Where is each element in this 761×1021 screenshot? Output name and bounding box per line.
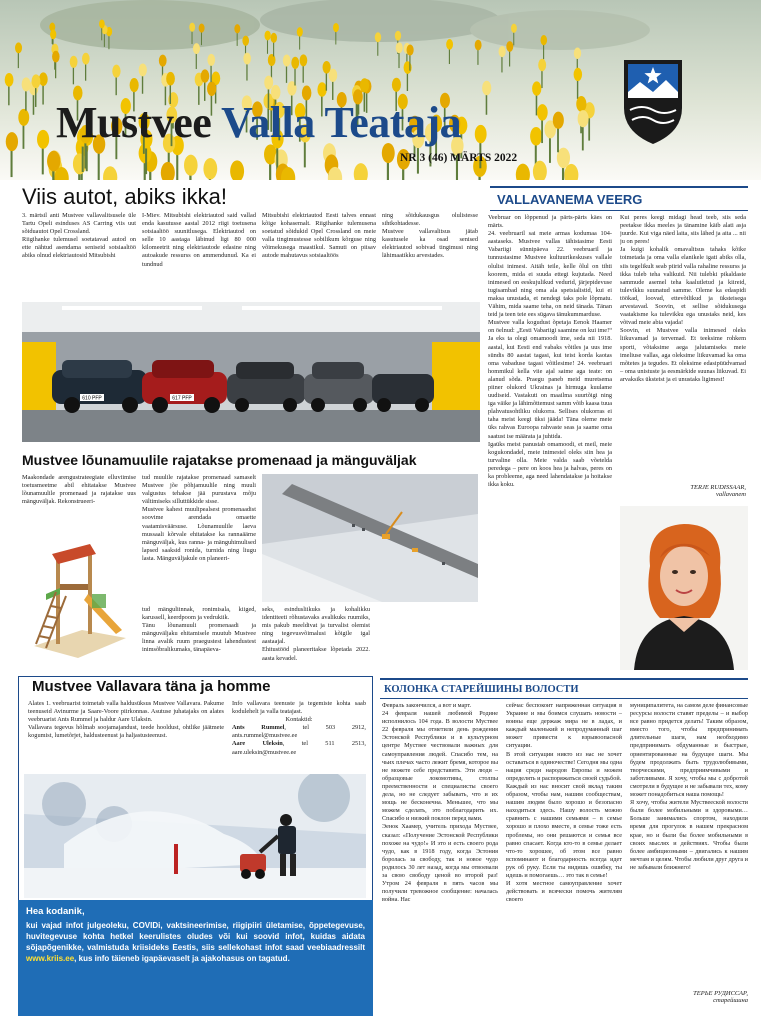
tulip-flower bbox=[52, 51, 60, 63]
tulip-stem bbox=[398, 51, 399, 68]
kolonka-title-rule bbox=[380, 698, 748, 699]
tulip-flower bbox=[264, 76, 273, 90]
tulip-flower bbox=[395, 31, 401, 41]
tulip-stem bbox=[294, 66, 295, 85]
tulip-flower bbox=[475, 40, 482, 51]
tulip-flower bbox=[271, 33, 277, 43]
tulip-stem bbox=[42, 83, 43, 104]
promenade-article-col3: tud mänguliinnak, ronimisala, kiiged, karussell, keerdpoom ja vedrukiik. Tänu lõunamuuli promenaadi ja mänguväljaku ehitamisele muutub Mustvee linna avalik ruum praegustest lahendustest inimsõbralikumaks, tänapäeva- bbox=[142, 606, 256, 654]
tulip-flower bbox=[574, 48, 581, 59]
tulip-stem bbox=[210, 63, 211, 82]
tulip-flower bbox=[283, 55, 291, 67]
tulip-stem bbox=[55, 60, 56, 78]
vallavara-col1: Alates 1. veebruarist toimetab valla haldusüksus Mustvee Vallavara. Pakume teenuseid Avinurme ja Saare-Voore piirkonnas. Asutuse juhatajaks on alates veebruarist Ants Rummel ja haldur Aare Ulaksin. Vallavara tegevus hõlmab soojamajandust, teede hooldust, ohtlike jäätmete kogumist, lumetõrjet, haldusteenust ja haljastusteenust. bbox=[28, 700, 224, 740]
cars-article-col3: Mitsubishi elektriautod Eesti talves ennast kõige kohasemalt. Riigihanke tulemusena soetatud sõidukid Opel Crossland on meie valla tingimustesse sobilikum kõrguse ning võimekusega maastikul. Samuti on piisav autode mahutavus sotsiaaltöös bbox=[262, 212, 376, 260]
veerg-top-rule bbox=[490, 186, 748, 188]
cars-article-col2: I-Miev. Mitsubishi elektriautod said vallad enda kasutusse aastal 2012 riigi toetusena sotsiaaltöö suunitlusega. Elektriautod on selle 10 aastaga läbinud ligi 80 000 kilomeetrit ning elektriautode edasine ning autoakude ressurss on ammendunud. Ka ei tundnud bbox=[142, 212, 256, 268]
tulip-stem bbox=[541, 69, 542, 88]
tulip-stem bbox=[145, 144, 147, 174]
tulip-flower bbox=[15, 42, 22, 53]
tulip-flower bbox=[37, 130, 49, 149]
cars-photo bbox=[22, 302, 480, 442]
kolonka-col1: Февраль закончился, а вот и март. 24 февраля нашей любимой Родине исполнилось 104 года. В волости Муствее 22 февраля мы отметили день рождения Эстонской Республики и в культурном центре Муствее чествовали важных для самоуправления людей. Спасибо тем, на чьих плечах часто лежит бремя, которое вы не можете себе представить. Эти люди – образцовые локомотивы, столпы преемственности и специалисты своего дела, но не следует забывать, что и их мощь не бесконечна. Меньшее, что мы можем сделать, это поблагодарить их. Спасибо и низкий поклон перед вами. Эенок Хаамер, учитель прихода Муствее, сказал: «Получение Эстонской Республики похоже на чудо!» И это и есть своего рода чудо, как в 1918 году, когда Эстония боролась за свободу, так и новое чудо родилось 30 лет назад, когда мы отвоевали за свою свободу ценой во второй раз! Утром 24 февраля в пять часов мы получили тревожное сообщение: началась война. Нас bbox=[382, 702, 498, 904]
veerg-title: VALLAVANEMA VEERG bbox=[497, 192, 643, 207]
tulip-flower bbox=[482, 81, 491, 95]
veerg-col2: Kui peres keegi midagi head teeb, siis seda peetakse ikka meeles ja tänamine käib alati asja juurde. Kui viga näed laita, siis lähed ja aita ... nii ju on peres! Ja kuigi kohalik omavalitsus tahaks kõike toimetada ja oma valla elanikele igati abiks olla, siis tegelikult seab piirid valla rahaline ressurss ja ikka tuleb teha valikuid. Nii tulebki pikaldaste sammude asemel teha kaalutletud ja kiireid, tulevikku suunatud samme. Oleme ka edaspidi töökad, loovad, ettevõtlikud ja üksteisega arvestavad. Soovin, et sellise sõidukusega vaatakisme ka tulevikku ega unustaks neid, kes võtvad meie abia vajada! Soovin, et Mustvee valla inimesed oleks liikuvamad ja tervemad. Et teeksime rohkem sporti, võtaksime aega jalutamiseks meie imeliuse vallas, aga oleksime liikuvamad ka oma mõtetes ja tegudes. Et oleksime edasipüüdvamad – oma unistuste ja eesmärkide suunas liikuvad. Ei arvaksiks üksteist ja ei unustaks ligimest! bbox=[620, 214, 746, 383]
contacts-label: Kontaktid: bbox=[285, 716, 313, 724]
kolonka-col2: сейчас беспокоит напряженная ситуация в Украине и мы боимся слушать новости – воины еще держаж мира не в ладах, и каждый маленький и непродуманный шаг может привести к взрывоопасной ситуации. В этой ситуации никто из нас не хочет оставаться в одиночестве! Сегодня мы одна нация среди народов Европы и можем определять и распоряжаться своей судьбой. Каждый из нас вносит свой вклад таким образом, чтобы нам, нашим сообществам, нашим людям было хорошо и безопасно находиться здесь. Нашу волость можно сравнить с нашими семьями – в семье хорошо и плохо вместе, в семье тоже есть проблемы, но они решаются и семья все равно спасает. Когда кто-то в семье делает что-то хорошее, об этом все равно вспоминают и благодарность всегда идет рук об руку. Если ты видишь ошибку, ты идешь и помогаешь… это так в семье! И хотя местное самоуправление хочет действовать и всячески помочь жителям своего bbox=[506, 702, 622, 904]
tulip-flower bbox=[537, 104, 548, 121]
tulip-flower bbox=[532, 81, 541, 95]
tulip-flower bbox=[243, 53, 251, 65]
tulip-flower bbox=[159, 55, 167, 67]
tulip-stem bbox=[501, 55, 502, 73]
kolonka-sig-name: ТЕРЬЕ РУДИССАР, bbox=[693, 990, 748, 997]
kolonka-sig-role: старейшина bbox=[713, 997, 748, 1004]
kolonka-signature bbox=[630, 990, 748, 1004]
tulip-stem bbox=[299, 35, 300, 50]
tulip-flower bbox=[530, 127, 542, 146]
crisis-info-text bbox=[26, 920, 365, 964]
tulip-stem bbox=[577, 78, 578, 99]
tulip-flower bbox=[32, 74, 41, 88]
tulip-stem bbox=[176, 151, 178, 180]
tulip-flower bbox=[234, 24, 240, 33]
tulip-stem bbox=[513, 31, 514, 45]
tulip-stem bbox=[18, 51, 19, 68]
tulip-stem bbox=[273, 41, 274, 57]
tulip-flower bbox=[166, 72, 175, 86]
snow-blower-photo bbox=[24, 774, 366, 898]
cars-article-col1: 3. märtsil anti Mustvee vallavalitsusele üle Tartu Opeli esinduses AS Carring viis uut sõiduautot Opel Crossland. Riigihanke tulemusel soetatavad autod on ette nähtud asendama seniseid sotsiaaltöö abiks olnud elektriautosid Mitsubishi bbox=[22, 212, 136, 260]
veerg-title-rule bbox=[490, 210, 748, 211]
contact1-name: Ants Rummel bbox=[232, 724, 285, 732]
cars-article-title: Viis autot, abiks ikka! bbox=[22, 184, 228, 209]
tulip-stem bbox=[303, 64, 304, 83]
tulip-stem bbox=[104, 32, 105, 47]
vallavara-intro: Info vallavara teenuste ja tegemiste kohta saab kodulehelt ja valla teatajast. bbox=[232, 700, 366, 716]
tulip-flower bbox=[297, 27, 303, 37]
veerg-col1: Veebruar on lõppenud ja pärts-pärts käes on märts. 24. veebruaril sai meie armas kodumaa 104-aastaseks. Mustvee vallas tähistasime Eesti Vabariigi sünnipäeva 22. veebruaril ja tunnustasime Mustvee kultuurikeskuses vallale olulisi inimesi. Aitäh teile, kelle õlul on tihti koorem, mida ei suuda ettegi kujutada. Need inimesed on eeskujulikud vedurid, järjepidevuse tugisambad ning oma ala spetsialistid, kui ei maksa unustada, et nendegi taks pole lõpmatu. Vähim, mida saame teha, on neid tänada. Tänan teid ja teen teie ees sügava tänukummarduse. Mustvee valla kogudust õpetaja Eenok Haamer on öelnud: „Eesti Vabariigi saamine on kui ime!“ Ja eks ta olegi omamoodi ime, seda nii 1918. aastal, kui Eesti end vabaks võitles ja uus ime sündis 80 aastat tagasi, kui teist korda kaotas oma vabaduse tagasi võitlesime! 24. veebruari hommikul kella viie ajal saime aga teate: on alanud sõda. Praegu paneb meid muretsema piiner olukord Ukrainas ja hirmuga kuulame uudiseid. Vastakuti on maailma suurtõigi ning iga väike ja lähimõttemust samm võib kaasa tuua plahvatusohtliku olukorra. Sellises olukorras ei taha meist keegi üksi jääda! Täna oleme meie üks rahvas Euroopa rahvaste seas ja saame oma saatust ise määrata ja juhtida. Igaüks meist panustab omamoodi, et meil, meie kogukondadel, meie inimestel oleks siin hea ja turvaline olla. Meie valda saab võetelda peredega – pere on koos hea ja halvas, peres on ka probleeme, aga need lahendatakse ja hoitakse ikka koku. bbox=[488, 214, 612, 489]
tulip-stem bbox=[101, 26, 102, 40]
tulip-stem bbox=[335, 30, 336, 44]
tulip-stem bbox=[11, 147, 13, 177]
playground-illustration bbox=[26, 534, 134, 670]
promenade-article-title: Mustvee lõunamuulile rajatakse promenaad ja mänguväljak bbox=[22, 452, 417, 468]
tulip-stem bbox=[196, 52, 197, 69]
tulip-stem bbox=[267, 38, 268, 53]
tulip-stem bbox=[42, 145, 44, 175]
tulip-stem bbox=[409, 53, 410, 70]
tulip-flower bbox=[392, 78, 401, 92]
tulip-flower bbox=[553, 112, 564, 129]
tulip-flower bbox=[300, 54, 308, 66]
coat-of-arms-icon bbox=[622, 58, 684, 146]
tulip-flower bbox=[323, 61, 331, 74]
veerg-sig-role: vallavanem bbox=[716, 491, 746, 498]
promenade-article-col2: tud muulile rajatakse promenaad samaselt Mustvee jõe põhjamuulile ning muuli valgustus tehakse jää purustava mõju vältimiseks silluttükkide sisse. Mustvee kahest muulipealsest promenaadist soovime arendada omaette vaatamisväärsuse. Lõunamuulile laeva mussaali kõrvale ehitatakse ka rannaäärne mänguväljak, kus ranna- ja mänguhimulised lapsed saaksid ronida, turnida ning liugu lasta. Mänguväljakule on planeeri- bbox=[142, 474, 256, 562]
tulip-flower bbox=[333, 23, 339, 32]
tulip-stem bbox=[23, 122, 25, 149]
tulip-flower bbox=[446, 39, 453, 50]
kriis-link[interactable]: www.kriis.ee bbox=[26, 954, 75, 963]
tulip-stem bbox=[142, 74, 143, 94]
tulip-flower bbox=[199, 23, 205, 32]
tulip-flower bbox=[203, 158, 217, 179]
vallavara-col2 bbox=[232, 700, 366, 772]
issue-number: NR 3 (46) MÄRTS 2022 bbox=[400, 152, 518, 164]
tulip-flower bbox=[82, 53, 90, 65]
tulip-flower bbox=[574, 68, 583, 81]
car-plate-1: 610 PFP bbox=[82, 395, 102, 402]
kolonka-top-rule bbox=[380, 678, 748, 680]
tulip-stem bbox=[237, 31, 238, 46]
tulip-stem bbox=[582, 124, 584, 151]
tulip-stem bbox=[25, 88, 27, 110]
tulip-flower bbox=[242, 36, 249, 46]
tulip-flower bbox=[578, 110, 589, 127]
tulip-flower bbox=[360, 78, 369, 92]
tulip-flower bbox=[201, 69, 210, 82]
tulip-flower bbox=[18, 109, 29, 126]
tulip-stem bbox=[201, 31, 202, 45]
tulip-stem bbox=[246, 62, 247, 81]
tulip-stem bbox=[486, 92, 488, 115]
promenade-article-col1: Maakondade arengustrateegiate elluviimise toetusmeetme abil ehitatakse Mustvee lõunamuulile promenaad ja rajatakse uus mänguväljak. Rekonstrueeri- bbox=[22, 474, 136, 506]
crisis-info-body: kui vajad infot julgeoleku, COVIDi, vaktsineerimise, riigipiiri ületamise, õppetegevuse, huvitegevuse kohta hetkel keerulistes oludes või kui soovid infot, kuidas aidata sõjapõgenikke, valmistuda kriisideks Eestis, siis sellekohast infot saad veebiaadressilt bbox=[26, 921, 365, 952]
tulip-stem bbox=[33, 92, 35, 115]
tulip-stem bbox=[543, 43, 544, 59]
tulip-flower bbox=[47, 151, 60, 172]
tulip-flower bbox=[407, 44, 414, 55]
tulip-flower bbox=[39, 72, 48, 86]
contact2-info: , tel 511 2513, aare.uleksin@mustvee.ee bbox=[232, 740, 366, 756]
tulip-stem bbox=[549, 135, 551, 163]
cars-article-col4: ning sõidukausgus olulistesse sihtkohtadesse. Mustvee vallavalitsus jätab kasutusele ka osad senised elektriautod sobivad tingimusi ning lähimaatikku arvestades. bbox=[382, 212, 478, 260]
title-part2: Valla Teataja bbox=[221, 98, 462, 147]
tulip-stem bbox=[326, 71, 327, 91]
tulip-flower bbox=[475, 125, 487, 143]
crisis-info-tail: , kus info täieneb igapäevaselt ja ajakohasus on tagatud. bbox=[74, 954, 290, 963]
tulip-stem bbox=[108, 34, 109, 49]
tulip-stem bbox=[477, 48, 478, 65]
contact1-info: , tel 503 2912, ants.rummel@mustvee.ee bbox=[232, 724, 366, 740]
tulip-stem bbox=[35, 85, 36, 107]
tulip-stem bbox=[536, 93, 538, 116]
tulip-stem bbox=[85, 62, 86, 81]
tulip-flower bbox=[70, 56, 78, 68]
tulip-flower bbox=[22, 77, 31, 91]
tulip-flower bbox=[576, 96, 586, 112]
mayor-portrait-photo bbox=[620, 506, 748, 670]
aerial-harbour-photo bbox=[262, 474, 478, 602]
tulip-flower bbox=[506, 41, 513, 52]
tulip-flower bbox=[207, 82, 216, 96]
tulip-flower bbox=[6, 132, 18, 151]
promenade-article-col4-part: seks, esindusliikuks ja kohalikku identiteeti rõhustavaks avalikuks ruumiks, mis pakub meeldivat ja turvalist olemist ning tegevusvõimalusi kõigile igal aastaajal. Ehitustööd planeeritakse lõpetada 2022. aasta kevadel. bbox=[262, 606, 370, 662]
tulip-stem bbox=[407, 71, 408, 91]
tulip-flower bbox=[538, 59, 546, 71]
newspaper-title bbox=[56, 98, 461, 148]
tulip-stem bbox=[8, 84, 9, 106]
tulip-stem bbox=[509, 50, 510, 67]
tulip-flower bbox=[5, 73, 14, 87]
tulip-flower bbox=[189, 23, 195, 32]
tulip-stem bbox=[73, 65, 74, 84]
tulip-flower bbox=[265, 31, 271, 41]
tulip-stem bbox=[557, 125, 559, 152]
tulip-flower bbox=[317, 82, 326, 97]
car-plate-2: 617 PFP bbox=[172, 395, 192, 402]
crisis-info-box bbox=[18, 900, 373, 1016]
tulip-flower bbox=[540, 35, 547, 45]
tulip-stem bbox=[115, 75, 116, 95]
tulip-flower bbox=[375, 32, 381, 42]
masthead-banner bbox=[0, 0, 761, 180]
title-part1: Mustvee bbox=[56, 98, 212, 147]
tulip-flower bbox=[139, 63, 147, 76]
veerg-sig-name: TERJE RUDISSAAR, bbox=[690, 484, 746, 491]
tulip-flower bbox=[511, 24, 517, 33]
tulip-flower bbox=[291, 57, 299, 69]
contact2-name: Aare Uleksin bbox=[232, 740, 283, 748]
tulip-flower bbox=[396, 42, 403, 53]
tulip-flower bbox=[193, 43, 200, 54]
tulip-flower bbox=[112, 65, 120, 78]
tulip-flower bbox=[50, 30, 56, 40]
tulip-flower bbox=[184, 155, 198, 176]
vallavara-title: Mustvee Vallavara täna ja homme bbox=[32, 678, 271, 695]
tulip-stem bbox=[192, 30, 193, 44]
tulip-flower bbox=[99, 20, 105, 29]
tulip-flower bbox=[268, 54, 276, 66]
tulip-flower bbox=[207, 54, 215, 66]
tulip-stem bbox=[98, 150, 100, 180]
kolonka-col3: муниципалитета, на самом деле финансовые ресурсы волости ставят пределы – и выбор все равно придется делать! Таким образом, вместо того, чтобы предпринимать длительные шаги, нам необходимо предпринимать обдуманные и быстрые, ориентированные на будущее шаги. Мы будем продолжать быть трудолюбивыми, творческими, предприимчивыми и заботливыми. Я хочу, чтобы мы с добротой смотрели в будущее и не забывали тех, кому может понадобиться наша помощь! Я хочу, чтобы жители Муствееской волости были более мобильными и здоровыми… Больше занимались спортом, находили время для прогулок в нашем прекрасном крае, но и были бы более мобильными в своих мыслях и действиях. Чтобы были более амбициозными – двигались к нашим мечтам и целям. Чтобы любили друг друга и не забывали ближнего! bbox=[630, 702, 748, 871]
tulip-stem bbox=[332, 79, 333, 100]
tulip-stem bbox=[377, 40, 378, 56]
tulip-flower bbox=[130, 78, 139, 92]
kolonka-title: КОЛОНКА СТАРЕЙШИНЫ ВОЛОСТИ bbox=[384, 684, 579, 695]
tulip-stem bbox=[449, 47, 450, 64]
tulip-stem bbox=[286, 64, 287, 83]
tulip-stem bbox=[541, 117, 543, 143]
crisis-info-greeting: Hea kodanik, bbox=[26, 906, 85, 917]
veerg-signature bbox=[620, 484, 746, 498]
tulip-flower bbox=[499, 46, 506, 57]
